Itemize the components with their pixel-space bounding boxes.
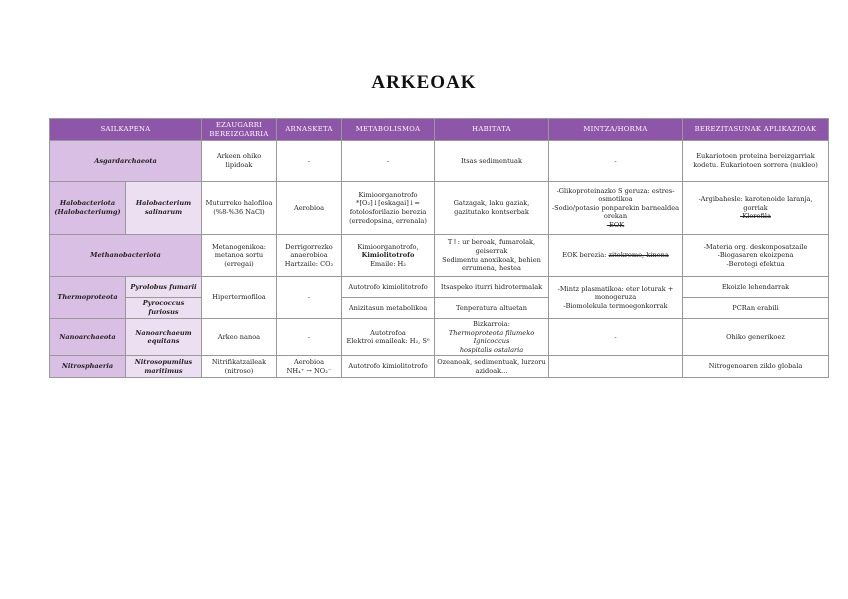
metabolismo-line: *[O₂]↓[eskagai]↓=: [356, 199, 420, 208]
mintza-cell: -: [549, 141, 683, 182]
phylum-cell: Halobacteriota (Halobacteriumg): [50, 182, 126, 235]
mintza-cell: [549, 277, 683, 319]
species-cell: Pyrococcus furiosus: [126, 298, 202, 319]
header-habitata: HABITATA: [435, 119, 549, 141]
berezi-cell: [683, 235, 829, 277]
header-metabolismoa: METABOLISMOA: [342, 119, 435, 141]
mintza-line: -Mintz plasmatikoa: eter loturak + monogeruza: [557, 284, 674, 302]
phylum-cell: Methanobacteriota: [50, 235, 202, 277]
berezi-cell: [683, 182, 829, 235]
arnasketa-cell: Aerobioa: [277, 182, 342, 235]
arnasketa-cell: -: [277, 319, 342, 356]
table-row: [50, 298, 829, 319]
berezi-line: -Biogasaren ekoizpena: [717, 251, 794, 260]
habitat-line: T↑: ur beroak, fumarolak, geiserrak: [447, 238, 536, 255]
berezi-line: -Argibahesle: karotenoide laranja,: [698, 195, 813, 204]
phylum-cell: Asgardarchaeota: [50, 141, 202, 182]
mintza-line: -Biomolekula termoegonkorrak: [563, 301, 668, 310]
header-arnasketa: ARNASKETA: [277, 119, 342, 141]
header-berezitasun: BEREZITASUNAK APLIKAZIOAK: [683, 119, 829, 141]
metabolismo-cell: [342, 235, 435, 277]
mintza-cell: [549, 235, 683, 277]
mintza-line: -EOK: [606, 220, 625, 229]
header-row: [50, 119, 829, 141]
mintza-cell: -: [549, 319, 683, 356]
mintza-line: -Sodio/potasio ponparekin barnealdea orekan: [551, 203, 680, 221]
arnasketa-cell: -: [277, 277, 342, 319]
arnasketa-line: Aerobioa: [293, 358, 325, 367]
arnasketa-cell: [277, 235, 342, 277]
habitat-cell: Itsaspeko iturri hidrotermalak: [435, 277, 549, 298]
header-mintza: MINTZA/HORMA: [549, 119, 683, 141]
metabolismo-cell: [342, 182, 435, 235]
metabolismo-cell: Anizitasun metabolikoa: [342, 298, 435, 319]
habitat-cell: Gatzagak, laku gaziak, gazitutako kontserbak: [435, 182, 549, 235]
ezaugarri-cell: Muturreko halofiloa (%8-%36 NaCl): [202, 182, 277, 235]
habitat-cell: [435, 235, 549, 277]
berezi-cell: PCRan erabili: [683, 298, 829, 319]
mintza-text: zitokromo, kinona: [608, 251, 669, 260]
ezaugarri-cell: Arkeo nanoa: [202, 319, 277, 356]
arnasketa-cell: -: [277, 141, 342, 182]
header-sailkapena: SAILKAPENA: [50, 119, 202, 141]
berezi-line: -Klorofila: [740, 212, 771, 221]
berezi-cell: Ekoizle lehendarrak: [683, 277, 829, 298]
metabolismo-cell: Autotrofo kimiolitotrofo: [342, 277, 435, 298]
metabolismo-line: Elektroi emaileak: H₂, S⁰: [346, 337, 430, 346]
berezi-line: gorriak: [743, 203, 768, 212]
ezaugarri-cell: Nitrifikatzaileak (nitroso): [202, 356, 277, 378]
habitat-line: Thermoproteota filumeko Ignicoccus: [448, 328, 535, 346]
header-ezaugarri: EZAUGARRI BEREIZGARRIA: [202, 119, 277, 141]
species-cell: Halobacterium salinarum: [126, 182, 202, 235]
species-cell: Nanoarchaeum equitans: [126, 319, 202, 356]
berezi-line: -Materia org. deskonposatzaile: [703, 242, 808, 251]
phylum-cell: Nanoarchaeota: [50, 319, 126, 356]
table-row: [50, 356, 829, 378]
metabolismo-line: Emaile: H₂: [370, 259, 406, 268]
species-cell: Pyrolobus fumarii: [126, 277, 202, 298]
habitat-line: Sedimentu anoxikoak, behien errumena, hestea: [442, 255, 541, 273]
page-title: ARKEOAK: [371, 72, 477, 93]
ezaugarri-cell: [202, 235, 277, 277]
metabolismo-cell: -: [342, 141, 435, 182]
arnasketa-cell: [277, 356, 342, 378]
table-row: [50, 141, 829, 182]
metabolismo-line: Kimioorganotrofo: [358, 190, 418, 199]
arnasketa-line: Derrigorrezko anaerobioa: [285, 242, 333, 260]
metabolismo-cell: Autotrofo kimiolitotrofo: [342, 356, 435, 378]
berezi-cell: Nitrogenoaren ziklo globala: [683, 356, 829, 378]
metabolismo-line: fotolosforilazio berezia (erredopsina, errenala): [349, 208, 427, 225]
phylum-cell: Nitrosphaeria: [50, 356, 126, 378]
ezaugarri-cell: Arkeen ohiko lipidoak: [202, 141, 277, 182]
mintza-cell: [549, 182, 683, 235]
phylum-cell: Thermoproteota: [50, 277, 126, 319]
table-row: [50, 277, 829, 298]
ezaugarri-line: Metanogenikoa:: [211, 242, 267, 251]
ezaugarri-line: metanoa sortu (erregai): [214, 251, 264, 268]
berezi-cell: Eukariotoen proteina bereizgarriak kodetu. Eukariotoen sorrera (nukleo): [683, 141, 829, 182]
archaea-table: [49, 118, 829, 378]
habitat-cell: Ozeanoak, sedimentuak, lurzoru azidoak...: [435, 356, 549, 378]
habitat-cell: Itsas sedimentuak: [435, 141, 549, 182]
mintza-cell: [549, 356, 683, 378]
metabolismo-line: Kimiolitotrofo: [361, 251, 415, 260]
metabolismo-cell: [342, 319, 435, 356]
berezi-cell: Ohiko generikoez: [683, 319, 829, 356]
habitat-line: Bizkarroia:: [473, 320, 510, 328]
mintza-text: EOK berezia:: [562, 251, 607, 260]
metabolismo-line: Autotrofoa: [370, 328, 406, 337]
species-cell: Nitrosopumilus maritimus: [126, 356, 202, 378]
berezi-line: -Berotegi efektua: [726, 259, 785, 268]
arnasketa-line: Hartzaile: CO₂: [284, 259, 334, 268]
habitat-cell: [435, 319, 549, 356]
habitat-cell: Tenperatura altuetan: [435, 298, 549, 319]
mintza-line: -Glikoproteinazko S geruza: estres-osmotikoa: [556, 186, 675, 204]
arnasketa-line: NH₄⁺ → NO₂⁻: [286, 366, 332, 375]
table-row: [50, 182, 829, 235]
ezaugarri-cell: Hipertermofiloa: [202, 277, 277, 319]
metabolismo-line: Kimioorganotrofo,: [357, 242, 419, 251]
table-row: [50, 235, 829, 277]
table-row: [50, 319, 829, 356]
habitat-line: hospitalis ostalaria: [459, 345, 524, 354]
